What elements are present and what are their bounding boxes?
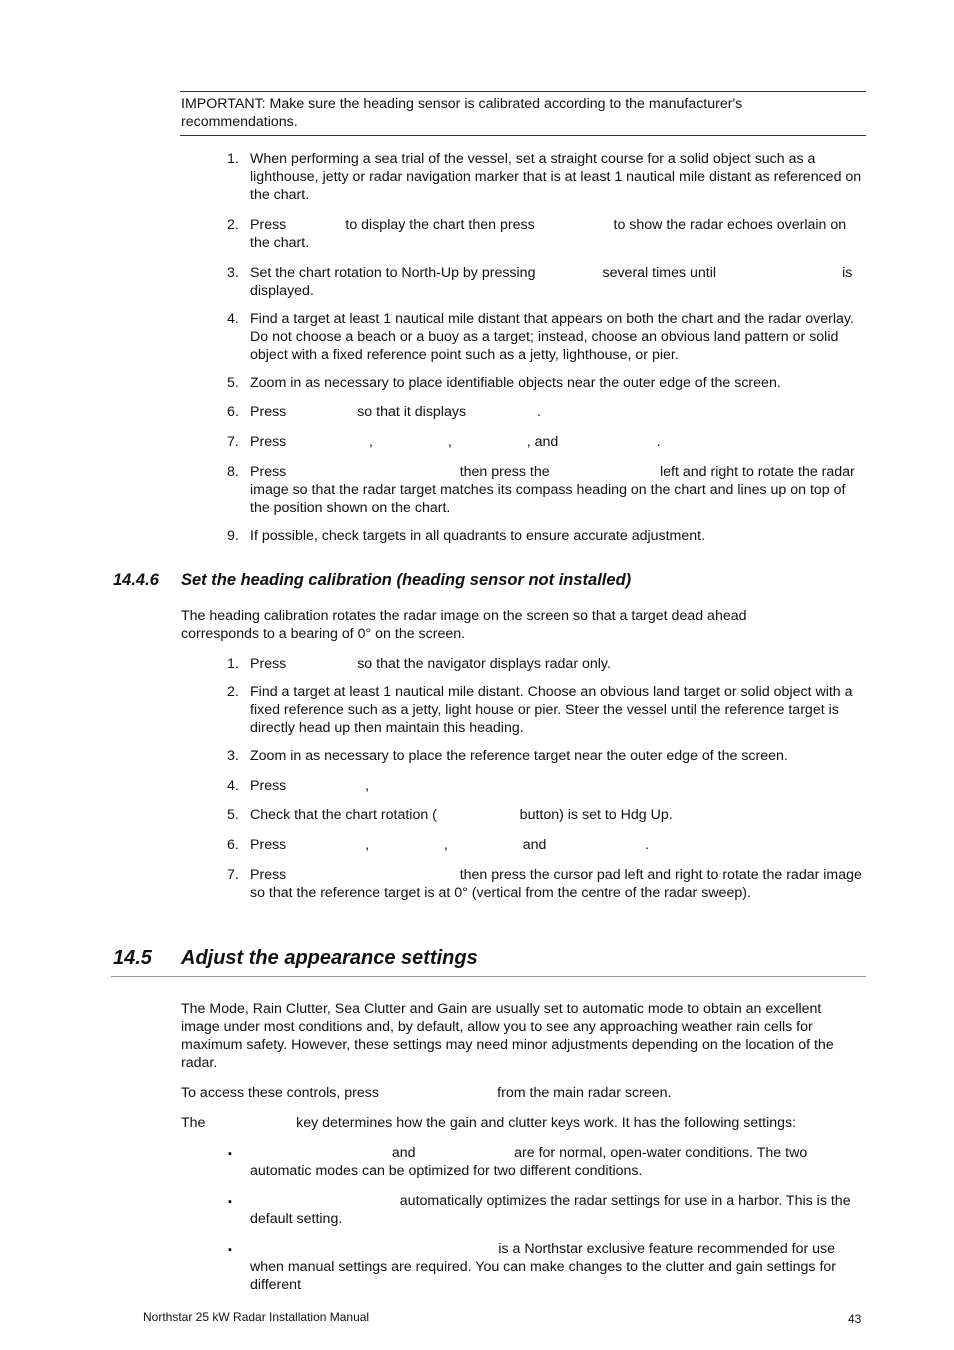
step-a2-number: 2. (227, 217, 239, 233)
step-a8-number: 8. (227, 464, 239, 480)
step-a1-text: When performing a sea trial of the vessel, set a straight course for a solid object such as a lighthouse, jetty or radar navigation marker that is at least 1 nautical mile distant as referenced on the chart. (250, 151, 862, 203)
important-bottom-rule (180, 135, 866, 136)
step-a7-text: Press , , , and . (250, 434, 661, 450)
step-a9-text: If possible, check targets in all quadrants to ensure accurate adjustment. (250, 528, 706, 544)
section-145-rule (111, 976, 866, 977)
section-145-para2: To access these controls, press from the main radar screen. (181, 1085, 672, 1101)
step-b1-number: 1. (227, 656, 239, 672)
step-b3-number: 3. (227, 748, 239, 764)
step-a5-number: 5. (227, 375, 239, 391)
step-b4-text: Press , (250, 778, 370, 794)
step-a4-text: Find a target at least 1 nautical mile distant that appears on both the chart and the radar overlay. Do not choose a beach or a buoy as a target; instead, choose an obvious land pattern or solid object with a fixed reference point such as a jetty, lighthouse, or pier. (250, 311, 854, 363)
section-1446-title: Set the heading calibration (heading sensor not installed) (181, 571, 632, 589)
step-a6-text: Press so that it displays . (250, 404, 541, 420)
step-b5-text: Check that the chart rotation ( button) is set to Hdg Up. (250, 807, 673, 823)
step-b2-text: Find a target at least 1 nautical mile distant. Choose an obvious land target or solid object with a fixed reference such as a jetty, light house or pier. Steer the vessel until the reference target is directly head up then maintain this heading. (250, 684, 853, 736)
step-b7-text: Press then press the cursor pad left and right to rotate the radar image so that the reference target is at 0° (vertical from the centre of the radar sweep). (250, 867, 862, 901)
step-b6-text: Press , , and . (250, 837, 649, 853)
section-1446-intro: The heading calibration rotates the radar image on the screen so that a target dead ahead corresponds to a bearing of 0° on the screen. (181, 608, 747, 642)
footer-manual-title: Northstar 25 kW Radar Installation Manual (143, 1310, 370, 1324)
bullet-2-text: automatically optimizes the radar settings for use in a harbor. This is the default setting. (250, 1193, 851, 1227)
step-a4-number: 4. (227, 311, 239, 327)
step-a2-text: Press to display the chart then press to show the radar echoes overlain on the chart. (250, 217, 847, 251)
step-a3-number: 3. (227, 265, 239, 281)
step-b4-number: 4. (227, 778, 239, 794)
step-b6-number: 6. (227, 837, 239, 853)
bullet-3-text: is a Northstar exclusive feature recommended for use when manual settings are required. You can make changes to the clutter and gain settings for different (250, 1241, 836, 1293)
step-b5-number: 5. (227, 807, 239, 823)
step-a7-number: 7. (227, 434, 239, 450)
step-a6-number: 6. (227, 404, 239, 420)
step-b1-text: Press so that the navigator displays radar only. (250, 656, 611, 672)
bullet-3-marker: ▪ (228, 1244, 232, 1256)
step-b3-text: Zoom in as necessary to place the reference target near the outer edge of the screen. (250, 748, 788, 764)
step-b2-number: 2. (227, 684, 239, 700)
step-a5-text: Zoom in as necessary to place identifiable objects near the outer edge of the screen. (250, 375, 781, 391)
footer-page-number: 43 (848, 1312, 862, 1326)
step-b7-number: 7. (227, 867, 239, 883)
section-1446-number: 14.4.6 (113, 571, 159, 589)
bullet-1-marker: ▪ (228, 1148, 232, 1160)
section-145-title: Adjust the appearance settings (181, 947, 478, 969)
step-a1-number: 1. (227, 151, 239, 167)
step-a9-number: 9. (227, 528, 239, 544)
step-a3-text: Set the chart rotation to North-Up by pressing several times until is displayed. (250, 265, 853, 299)
bullet-1-text: and are for normal, open-water conditions. The two automatic modes can be optimized for two different conditions. (250, 1145, 808, 1179)
important-top-rule (180, 91, 866, 92)
section-145-para1: The Mode, Rain Clutter, Sea Clutter and Gain are usually set to automatic mode to obtain an excellent image under most conditions and, by default, allow you to see any approaching weather rain cells for maximum safety. However, these settings may need minor adjustments depending on the location of the radar. (181, 1001, 834, 1071)
step-a8-text: Press then press the left and right to rotate the radar image so that the radar target matches its compass heading on the chart and lines up on top of the position shown on the chart. (250, 464, 855, 516)
important-note: IMPORTANT: Make sure the heading sensor is calibrated according to the manufacturer's recommendations. (181, 96, 743, 130)
bullet-2-marker: ▪ (228, 1196, 232, 1208)
section-145-number: 14.5 (113, 947, 152, 969)
section-145-para3: The key determines how the gain and clutter keys work. It has the following settings: (181, 1115, 797, 1131)
